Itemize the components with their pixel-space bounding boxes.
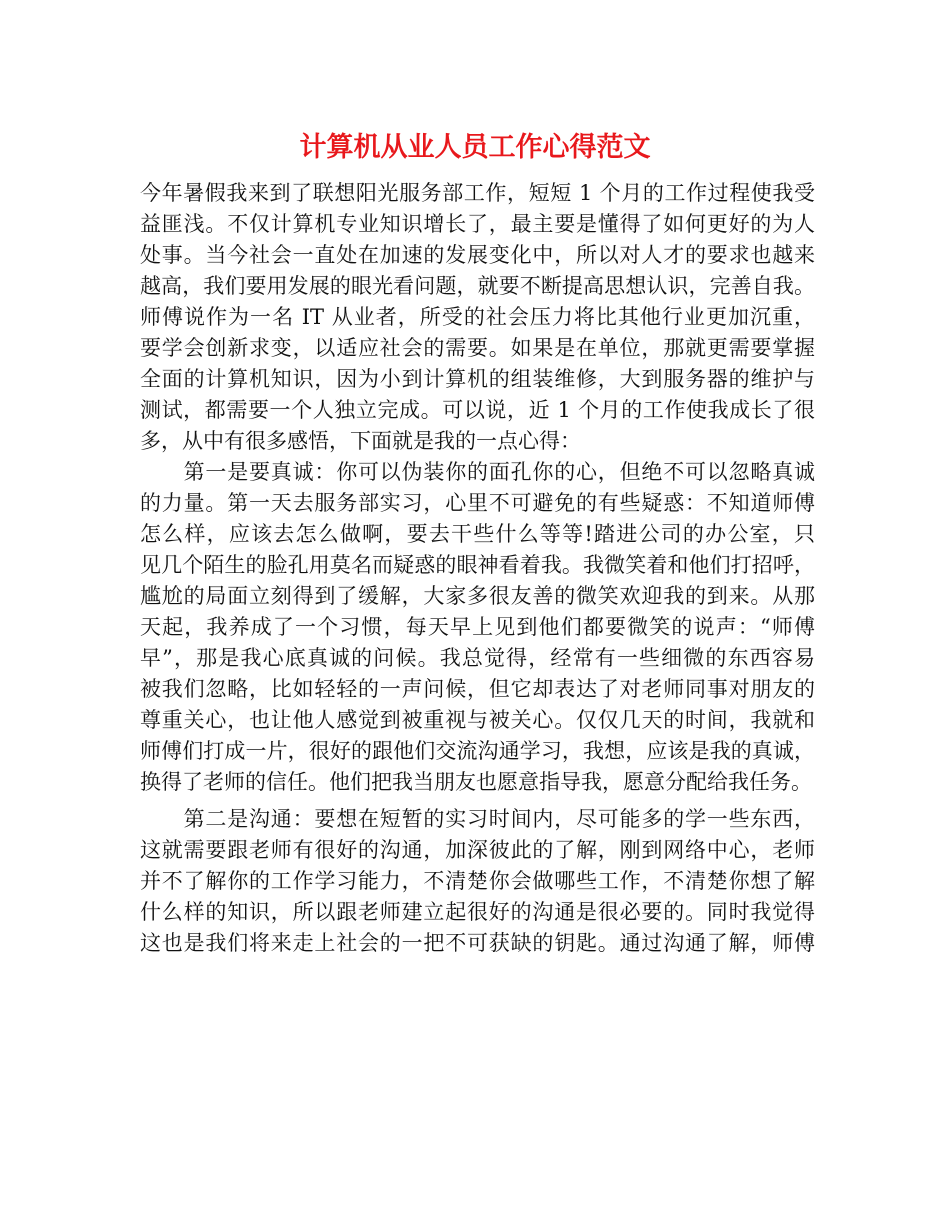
text-line: 怎么样，应该去怎么做啊，要去干些什么等等!踏进公司的办公室，只 — [140, 522, 815, 546]
text-line: 早”，那是我心底真诚的问候。我总觉得，经常有一些细微的东西容易 — [140, 646, 815, 670]
text-line: 这就需要跟老师有很好的沟通，加深彼此的了解，刚到网络中心，老师 — [140, 838, 815, 862]
text-line: 益匪浅。不仅计算机专业知识增长了，最主要是懂得了如何更好的为人 — [140, 212, 815, 236]
paragraph-intro — [140, 178, 815, 457]
text-line: 见几个陌生的脸孔用莫名而疑惑的眼神看着我。我微笑着和他们打招呼， — [140, 553, 815, 577]
text-line: 师傅们打成一片，很好的跟他们交流沟通学习，我想，应该是我的真诚， — [140, 739, 815, 763]
text-line: 今年暑假我来到了联想阳光服务部工作，短短 1 个月的工作过程使我受 — [140, 181, 815, 205]
text-line: 换得了老师的信任。他们把我当朋友也愿意指导我，愿意分配给我任务。 — [140, 770, 812, 794]
document-body — [140, 178, 815, 959]
text-line: 什么样的知识，所以跟老师建立起很好的沟通是很必要的。同时我觉得 — [140, 900, 815, 924]
text-line: 多，从中有很多感悟，下面就是我的一点心得： — [140, 429, 581, 453]
text-line: 第二是沟通：要想在短暂的实习时间内，尽可能多的学一些东西， — [140, 807, 815, 831]
text-line: 尴尬的局面立刻得到了缓解，大家多很友善的微笑欢迎我的到来。从那 — [140, 584, 815, 608]
text-line: 测试，都需要一个人独立完成。可以说，近 1 个月的工作使我成长了很 — [140, 398, 815, 422]
text-line: 全面的计算机知识，因为小到计算机的组装维修，大到服务器的维护与 — [140, 367, 815, 391]
text-line: 这也是我们将来走上社会的一把不可获缺的钥匙。通过沟通了解，师傅 — [140, 931, 815, 955]
paragraph-communication — [140, 804, 815, 959]
text-line: 的力量。第一天去服务部实习，心里不可避免的有些疑惑：不知道师傅 — [140, 491, 815, 515]
text-line: 并不了解你的工作学习能力，不清楚你会做哪些工作，不清楚你想了解 — [140, 869, 815, 893]
text-line: 越高，我们要用发展的眼光看问题，就要不断提高思想认识，完善自我。 — [140, 274, 815, 298]
paragraph-sincerity — [140, 457, 815, 798]
document-title: 计算机从业人员工作心得范文 — [299, 132, 651, 163]
text-line: 第一是要真诚：你可以伪装你的面孔你的心，但绝不可以忽略真诚 — [140, 460, 815, 484]
text-line: 尊重关心，也让他人感觉到被重视与被关心。仅仅几天的时间，我就和 — [140, 708, 815, 732]
text-line: 处事。当今社会一直处在加速的发展变化中，所以对人才的要求也越来 — [140, 243, 815, 267]
text-line: 天起，我养成了一个习惯，每天早上见到他们都要微笑的说声：“师傅 — [140, 615, 815, 639]
text-line: 师傅说作为一名 IT 从业者，所受的社会压力将比其他行业更加沉重， — [140, 305, 815, 329]
text-line: 被我们忽略，比如轻轻的一声问候，但它却表达了对老师同事对朋友的 — [140, 677, 815, 701]
text-line: 要学会创新求变，以适应社会的需要。如果是在单位，那就更需要掌握 — [140, 336, 815, 360]
